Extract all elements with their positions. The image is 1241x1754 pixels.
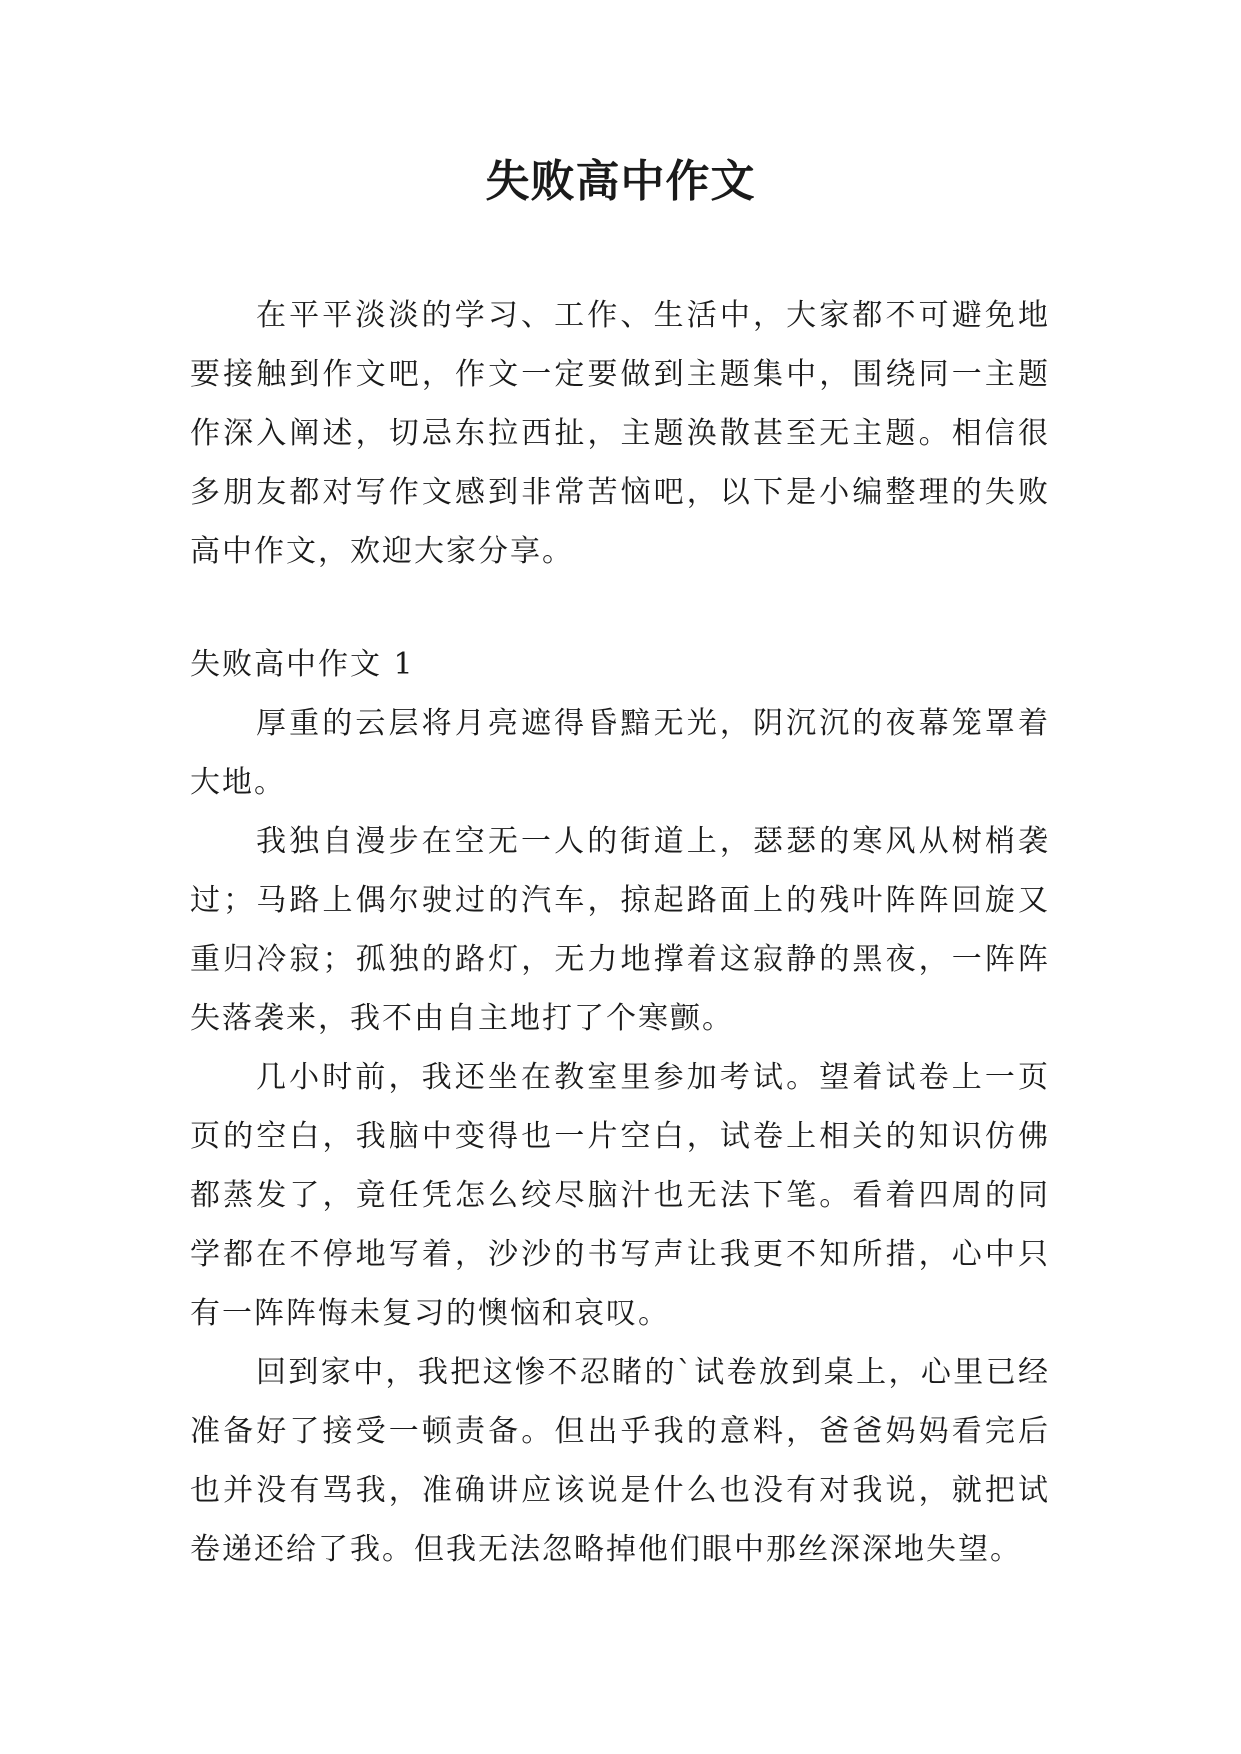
- document-title: 失败高中作文: [485, 156, 756, 207]
- body-paragraph-2: 我独自漫步在空无一人的街道上，瑟瑟的寒风从树梢袭过；马路上偶尔驶过的汽车，掠起路面上的残叶阵阵回旋又重归冷寂；孤独的路灯，无力地撑着这寂静的黑夜，一阵阵失落袭来，我不由自主地打了个寒颤。: [190, 824, 1050, 1036]
- body-paragraph-3: 几小时前，我还坐在教室里参加考试。望着试卷上一页页的空白，我脑中变得也一片空白，试卷上相关的知识仿佛都蒸发了，竟任凭怎么绞尽脑汁也无法下笔。看着四周的同学都在不停地写着，沙沙的书写声让我更不知所措，心中只有一阵阵悔未复习的懊恼和哀叹。: [190, 1060, 1050, 1331]
- body-paragraph-4: 回到家中，我把这惨不忍睹的`试卷放到桌上，心里已经准备好了接受一顿责备。但出乎我的意料，爸爸妈妈看完后也并没有骂我，准确讲应该说是什么也没有对我说，就把试卷递还给了我。但我无法忽略掉他们眼中那丝深深地失望。: [190, 1355, 1050, 1567]
- intro-paragraph: 在平平淡淡的学习、工作、生活中，大家都不可避免地要接触到作文吧，作文一定要做到主题集中，围绕同一主题作深入阐述，切忌东拉西扯，主题涣散甚至无主题。相信很多朋友都对写作文感到非常苦恼吧，以下是小编整理的失败高中作文，欢迎大家分享。: [190, 298, 1050, 569]
- section-heading: 失败高中作文 1: [190, 647, 415, 682]
- body-paragraph-1: 厚重的云层将月亮遮得昏黯无光，阴沉沉的夜幕笼罩着大地。: [190, 706, 1050, 800]
